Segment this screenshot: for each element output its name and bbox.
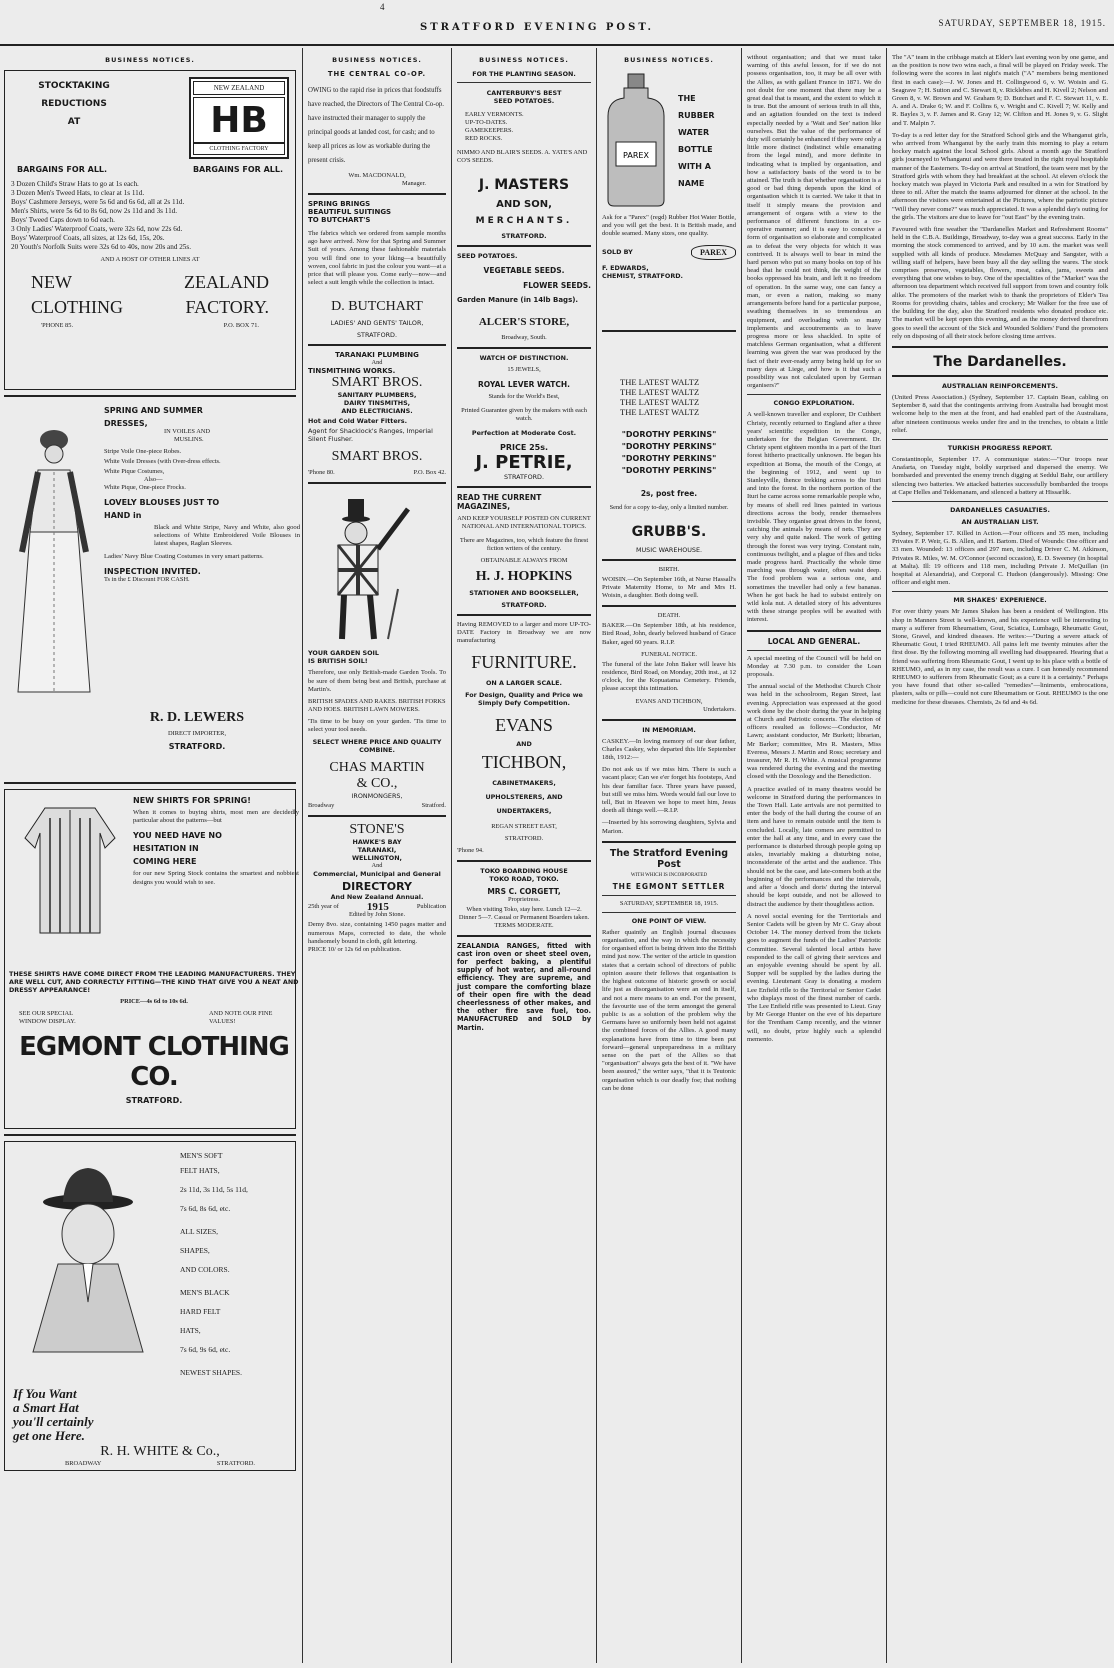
- ad-title: STONE'S: [349, 822, 405, 838]
- ad-text: IRONMONGERS,: [351, 792, 403, 801]
- ad-nz-clothing-factory: [4, 70, 296, 390]
- ad-heading: SPRING BRINGS: [308, 200, 371, 208]
- ad-title: H. J. HOPKINS: [475, 569, 573, 584]
- ad-text: STRATFORD.: [216, 1460, 255, 1467]
- phone-number: 'Phone 80.: [308, 469, 335, 477]
- ad-text: Broadway: [308, 802, 335, 810]
- ad-text: MUSLINS.: [174, 436, 204, 443]
- ad-title: & CO.,: [356, 776, 398, 792]
- section-header: BUSINESS NOTICES.: [479, 56, 569, 64]
- death-notice: BAKER.—On September 18th, at his residence, Bird Road, John, dearly beloved husband of Grace Baker, aged 60 years. R.I.P.: [602, 622, 736, 646]
- ad-text: F. EDWARDS,: [602, 263, 649, 272]
- price-line: Men's Shirts, were 5s 6d to 8s 6d, now 2s 11d and 3s 11d.: [11, 207, 178, 215]
- ad-text: STRATFORD.: [168, 742, 226, 751]
- ad-text: Therefore, use only British-made Garden Tools. To be sure of them being best and British, purchase at Martin's.: [308, 669, 446, 693]
- editorial-sub: WITH WHICH IS INCORPORATED: [630, 872, 708, 878]
- column-5: [743, 48, 885, 1663]
- ad-text: Manager.: [402, 180, 426, 187]
- ad-heading: SEED POTATOES.: [493, 97, 555, 105]
- ad-hj-hopkins: [457, 493, 591, 609]
- ad-text: AND COLORS.: [180, 1265, 230, 1274]
- undertaker-role: Undertakers.: [703, 705, 736, 713]
- ad-heading: WATCH OF DISTINCTION.: [479, 354, 569, 362]
- ad-text: BROADWAY: [65, 1460, 102, 1467]
- masthead-rule: [0, 44, 1114, 46]
- ad-title: MERCHANTS.: [475, 216, 573, 226]
- ad-text: DAIRY TINSMITHS,: [343, 399, 411, 408]
- ad-heading: TINSMITHING WORKS.: [308, 367, 396, 376]
- ad-heading: TOKO ROAD, TOKO.: [489, 874, 559, 883]
- ad-heading: THE LATEST WALTZ: [620, 396, 700, 407]
- price-line: Boys' Tweed Caps down to 6d each.: [11, 216, 115, 224]
- ad-heading: FLOWER SEEDS.: [523, 281, 591, 290]
- ad-toko-boarding: [457, 867, 591, 930]
- ad-heading: INSPECTION INVITED.: [104, 566, 201, 576]
- ad-j-masters: [457, 70, 591, 240]
- ad-price: PRICE 10/ or 12s 6d on publication.: [308, 946, 402, 954]
- ad-j-petrie: [457, 354, 591, 481]
- funeral-notice: The funeral of the late John Baker will leave his residence, Bird Road, on Monday, 20th inst., at 12 o'clock, for the Kopuatama Cemetery. Friends, please accept this intimation.: [602, 660, 736, 693]
- ad-price: 7s 6d, 9s 6d, etc.: [180, 1345, 231, 1354]
- ad-text: Black and White Stripe, Navy and White, also good selections of White Embroidered Voile Blouses in latest shapes, Raglan Sleeves.: [154, 524, 300, 548]
- ad-text: UPHOLSTERERS, AND: [485, 792, 563, 801]
- ad-heading: HESITATION IN: [133, 844, 199, 854]
- ad-title: J. MASTERS: [478, 177, 570, 193]
- logo-text: HB: [193, 97, 285, 143]
- ad-price: PRICE—4s 6d to 10s 6d.: [120, 998, 188, 1005]
- ad-text: Demy 8vo. size, containing 1450 pages matter and numerous Maps, corrected to date, the whole handsomely bound in cloth, gilt lettering.: [308, 921, 446, 945]
- birth-notice: WOISIN.—On September 16th, at Nurse Hassall's Private Maternity Home, to Mr and Mrs H. Woisin, a daughter. Both doing well.: [602, 575, 736, 600]
- section-header: BUSINESS NOTICES.: [332, 56, 422, 64]
- article-body: The "A" team in the cribbage match at Elder's last evening won by one game, and as the position is now two wins each, a final will be played on Friday week. The following were the scores in last night's match ("A" members being mentioned first in each case):—J. W. Jones and H. Collingwood 6, v. W. Woisin and G. Seagrave 7; H. Sutton and C. Stewart 8, v. Ricklebes and H. Kivell 2; Nelson and Green 8, v. W. Brown and W. Graham 9; D. Butchart and F. C. Stewart 11, v. E. A. and A. Drake 6; W. and F. Collins 6, v. Wright and C. Kivell 7; W. Kelly and R. Bayles 3, v. F. James and R. Gray 12; W. Clifton and H. Jones 9, v. G. Slight and T. Malpin 7.: [892, 54, 1108, 127]
- article-body: A practice availed of in many theatres would be welcome in Stratford during the performances in the Town Hall. Late arrivals are not permitted to enter the body of the hall during the course of an item and have to remain outside until the item is concluded. Locally, late comers are permitted to enter the hall at any time, and in every case the performance is disturbed through people going up aisles, invariably making a disturbing noise, inconsiderate of the artist and the audience. This should not be the case, and late-comers both at the beginning of the performances and the intervals, and after a 'dooch and doris' during the interval should be kept outside, and not be allowed to distract the audience by their thoughtless action.: [747, 785, 881, 908]
- undertaker-name: EVANS AND TICHBON,: [635, 697, 703, 705]
- phone-number: 'Phone 94.: [457, 846, 484, 854]
- ad-text: For Design, Quality and Price we Simply Defy Competition.: [465, 690, 583, 707]
- ad-heading: HAND in: [104, 511, 142, 520]
- shirt-illustration: [15, 798, 125, 938]
- notice-title: BIRTH.: [658, 565, 680, 573]
- editorial-masthead: [602, 848, 736, 913]
- section-header: BUSINESS NOTICES.: [624, 56, 714, 64]
- ad-text: CABINETMAKERS,: [492, 778, 556, 787]
- ad-alcer: [457, 252, 591, 342]
- phone-number: 'PHONE 85.: [41, 322, 74, 329]
- ad-heading: WATER: [678, 128, 710, 137]
- article-title: CONGO EXPLORATION.: [773, 399, 855, 408]
- ad-heading: CANTERBURY'S BEST: [486, 89, 562, 97]
- ad-price: 7s 6d, 8s 6d, etc.: [180, 1204, 231, 1213]
- article-body: The annual social of the Methodist Church Choir was held in the schoolroom, Regan Street, last evening. Appreciation was expressed at the good work done by the choir during the year in helping at Church and Patriotic concerts. The election of officers resulted as follows:—Conductor, Mr Lawn; assistant conductor, Mr Burkett; librarian, Mr Barker; committee, Mrs R. Masters, Miss Everess, Messrs J. Martin and Ross; secretary and treasurer, Mr R. H. White. A musical programme was rendered during the evening and the meeting closed with the Doxology and the Benediction.: [747, 683, 881, 781]
- list-item: GAMEKEEPERS.: [465, 127, 514, 134]
- ad-evans-tichbon: [457, 621, 591, 855]
- ad-heading: ROYAL LEVER WATCH.: [478, 380, 570, 389]
- ad-title: CHAS MARTIN: [329, 760, 425, 776]
- ad-text: STRATFORD.: [504, 834, 544, 842]
- column-rule: [886, 48, 887, 1663]
- issue-date: SATURDAY, SEPTEMBER 18, 1915.: [938, 18, 1106, 28]
- ad-text: CHEMIST, STRATFORD.: [602, 271, 683, 280]
- woman-illustration: [8, 412, 100, 702]
- ad-text: REGAN STREET EAST,: [491, 822, 557, 830]
- column-rule: [451, 48, 452, 1663]
- column-rule: [741, 48, 742, 1663]
- article-title: DARDANELLES CASUALTIES.: [950, 505, 1050, 514]
- article-body: without organisation; and that we must take warning of this awful lesson, for if we do not possess organisation, too, it may be all over with the Allies, as with gallant France in 1871. We do not doubt for one moment that there may be a great deal that is meant, and the extent to which it is true. But the amount of serious truth in all this, and an agitation founded on the text is indeed especially needed by a 'Wait and See' nation like ourselves. But the value of the performance of duty will certainly be enhanced if they were only a little more distinct (indistinct while emanating from the legal mind), and more definite in indicating what is implied by organisation, and how a satisfactory basis of the word is to be attained. The truth is that whether organisation is a good or bad thing depends upon the kind of organisation which it is carried. We take it that in itself it simply means the provision and arrangement of organs with a view to the performance of different functions in a co-operative manner; and it is easy to conceive a form of organisation so elaborate and complicated as to defeat the very objects for which it was contrived. It is always well to bear in mind the hard person who put so many books on top of his head that he could not think, the weight of the books oppressed his brain, and left it no freedom of operation. In the same way, one can fancy a man, or even a nation, making so many arrangements before hand for a particular purpose, swathing themselves in so tremendous an equipment, and overloading with so many implements and accoutrements as to leave progress more or less shackled. In spite of matchless German organisation, what a different learning was given the war was produced by the fact of their ever-ready army being held up for so many days at Liege, and how is it that such a possibility was not calculated upon by German organisers?": [747, 54, 881, 390]
- ad-slogan: If You Want: [13, 1386, 77, 1401]
- list-item: EARLY VERMONTS.: [465, 111, 524, 118]
- ad-text: Ask for a "Parex" (regd) Rubber Hot Water Bottle, and you will get the best. It is British made, and double seamed. Many sizes, one quality.: [602, 214, 736, 238]
- ad-price: PRICE 25s.: [499, 443, 549, 452]
- column-2: [304, 48, 450, 1663]
- ad-text: UNDERTAKERS,: [496, 806, 552, 815]
- ad-text: SEE OUR SPECIAL WINDOW DISPLAY.: [19, 1010, 76, 1025]
- ad-heading: VEGETABLE SEEDS.: [483, 266, 565, 275]
- ad-year: 1915: [366, 901, 389, 914]
- ad-title: R. D. LEWERS: [149, 710, 245, 725]
- ad-heading: STOCKTAKING: [38, 81, 110, 91]
- bottle-label: PAREX: [623, 151, 649, 160]
- ad-text: OBTAINABLE ALWAYS FROM: [480, 557, 568, 564]
- ad-heading: REDUCTIONS: [41, 99, 107, 109]
- ad-text: SOLD BY: [602, 248, 633, 257]
- article-body: Rather quaintly an English journal discusses organisation, and the way in which the necessity for organised effort is being driven into the British mind just now. The writer of the article in question states that a certain school of directors of public opinion assure their fellows that organisation is the highest outcome of historic growth or social life just as disorganisation were an end in itself, and not a mere means to an end. For the present, the favourite use of the term amongst the general public is as a solution of the problem why the Germans have so uniformly been held not against the combined forces of the Allies. A good many explanations have from time to time been put forward—general unpreparedness in a military sense on the part of the Allies so that "organisation" always gets the best of it. "We have been assured," the writer says, "that it is Teutonic organisation which is our deadly foe; that nothing can be done: [602, 928, 736, 1092]
- ad-stones-directory: [308, 822, 446, 954]
- ad-heading: YOUR GARDEN SOIL: [308, 649, 380, 658]
- ad-heading: COMING HERE: [133, 857, 197, 867]
- ad-smart-bros: [308, 351, 446, 477]
- ad-text: And: [371, 862, 383, 870]
- column-6: [888, 48, 1112, 1663]
- ad-heading: THE: [678, 94, 696, 103]
- ad-text: LADIES' AND GENTS' TAILOR,: [330, 319, 424, 328]
- ad-heading: THE LATEST WALTZ: [620, 406, 700, 417]
- masthead: [0, 0, 1114, 48]
- ad-text: HARD FELT: [180, 1307, 221, 1316]
- ad-text: Ts in the £ Discount FOR CASH.: [104, 575, 190, 583]
- ad-title: TICHBON,: [481, 751, 567, 772]
- ad-text: STRATFORD.: [501, 232, 547, 240]
- article-subtitle: AN AUSTRALIAN LIST.: [961, 517, 1039, 526]
- ad-heading: TO BUTCHART'S: [308, 216, 371, 224]
- ad-subheading: BARGAINS FOR ALL.: [192, 165, 283, 174]
- article-body: To-day is a red letter day for the Stratford School girls and the Whanganui girls, who arrived from Whanganui by the early train this morning to play a return hockey match against the local School girls. About a month ago the Stratford girls journeyed to Whanganui and were there treated in the right royal hospitable manner of the Easterners. To-day on arrival at Stratford, the team were met by the Stratford girls with whom they had breakfast at the school. At eleven o'clock the hockey match was played in Victoria Park and resulted in a win for Stratford by three to nil. After the match the teams adjourned for dinner at the school. In the afternoon the visitors were entertained at the Pictures, where the patriotic picture "Will they never come?" was much appreciated. It was a splendid day's outing for the girls. The visitors are due to leave for "out East" by the evening train.: [892, 131, 1108, 221]
- john-bull-illustration: [308, 489, 446, 649]
- bottle-illustration: [602, 70, 670, 208]
- ad-rh-white: [4, 1141, 296, 1471]
- ad-text: STRATFORD.: [356, 331, 398, 340]
- ad-text: AND KEEP YOURSELF POSTED ON CURRENT NATIONAL AND INTERNATIONAL TOPICS.: [457, 515, 591, 530]
- ad-heading: AT: [67, 117, 81, 127]
- ad-text: THESE SHIRTS HAVE COME DIRECT FROM THE LEADING MANUFACTURERS. THEY ARE WELL CUT, AND CORRECTLY FITTING—THE KIND THAT GIVE YOU A NEAT AND DRESSY APPEARANCE!: [9, 970, 299, 994]
- ad-text: AND NOTE OUR FINE VALUES!: [209, 1010, 273, 1025]
- column-4: [598, 48, 740, 1663]
- ad-chas-martin: [308, 489, 446, 810]
- ad-text: MEN'S BLACK: [180, 1288, 230, 1297]
- ad-heading: READ THE CURRENT: [457, 493, 542, 502]
- ad-text: AND ELECTRICIANS.: [341, 407, 413, 416]
- ad-text: IN VOILES AND: [164, 428, 211, 435]
- ad-text: BRITISH SPADES AND RAKES. BRITISH FORKS AND HOES. BRITISH LAWN MOWERS.: [308, 698, 446, 714]
- ad-text: AND A HOST OF OTHER LINES AT: [100, 256, 200, 263]
- article-title: TURKISH PROGRESS REPORT.: [947, 443, 1053, 452]
- ad-text: Broadway, South.: [501, 334, 547, 341]
- ad-signature: Wm. MACDONALD,: [348, 172, 406, 179]
- article-body: Constantinople, September 17. A communique states:—"Our troops near Anafarta, on Tuesday night, boldly surprised and dispersed the enemy. We bombarded and prevented the enemy trench digging at Seddul Bahr, our artillery silencing two batteries. We attacked batteries successfully bombarded the troops at Cape Helles and Tekkenanam, and silenced a battery at Hissarlik.: [892, 455, 1108, 496]
- ad-slogan: you'll certainly: [13, 1414, 94, 1429]
- ad-heading: FOR THE PLANTING SEASON.: [472, 70, 576, 78]
- ad-egmont-clothing: [4, 789, 299, 1129]
- ad-heading: RUBBER: [678, 111, 715, 120]
- ad-slogan: a Smart Hat: [13, 1400, 79, 1415]
- ad-heading: THE LATEST WALTZ: [620, 376, 700, 387]
- ad-heading: NEW SHIRTS FOR SPRING!: [133, 796, 251, 805]
- price-line: 20 Youth's Norfolk Suits were 32s 6d to 40s, now 20s and 25s.: [11, 243, 191, 251]
- ad-heading: NAME: [678, 179, 705, 188]
- article-body: (United Press Association.) (Sydney, September 17. Captain Bean, cabling on September 8, said that the contingents arriving from Australia had brought most welcome help to the men at the front, and had enabled part of the Australians, after nineteen continuous weeks under fire and in the trenches, to obtain a little relief.: [892, 393, 1108, 434]
- ad-text: STRATFORD.: [501, 601, 547, 609]
- ad-text: White Pique, One-piece Frocks.: [104, 484, 186, 491]
- section-title: The Dardanelles.: [933, 353, 1067, 370]
- ad-heading: YOU NEED HAVE NO: [133, 831, 222, 841]
- ad-zealandia-ranges: ZEALANDIA RANGES, fitted with cast iron oven or sheet steel oven, for perfect baking, a plentiful supply of hot water, and all-round efficiency. They are supreme, and just compare the comforting blaze of their open fire with the dead cheerlessness of other makes, and the other fire save fuel, too. MANUFACTURED and SOLD by Martin.: [457, 941, 591, 1032]
- ad-title: EGMONT CLOTHING CO.: [19, 1032, 289, 1092]
- ad-text: HATS,: [180, 1326, 201, 1335]
- ad-central-coop: [308, 70, 446, 188]
- article-body: Sydney, September 17. Killed in Action.—Four officers and 35 men, including Privates F. P. Weir, G. B. Allen, and H. Bartom. Died of Wounds: One officer and 33 men. Wounded: 13 officers and 297 men, including Driver C. M. Atkinson, Privates R. Miles, W. M. O'Connor (second occasion), E. D. Sweeney (in hospital at Malta). Ill: 19 officers and 118 men, including Private J. McQuillan (in hospital at Alexandria), and Corporal C. Hudson (dangerously). Missing: One officer and eight men.: [892, 529, 1108, 587]
- ad-text: STRATFORD.: [503, 473, 545, 481]
- ad-title: "DOROTHY PERKINS": [621, 441, 717, 451]
- column-1: [0, 48, 300, 1663]
- ad-lewers: [4, 402, 300, 777]
- ad-subheading: BARGAINS FOR ALL.: [17, 165, 108, 174]
- ad-title: "DOROTHY PERKINS": [621, 465, 717, 475]
- ad-text: NEWEST SHAPES.: [180, 1368, 242, 1377]
- ad-text: for our new Spring Stock contains the smartest and nobbiest designs you would wish to see.: [133, 870, 299, 886]
- list-item: RED ROCKS.: [465, 135, 503, 142]
- ad-text: MEN'S SOFT: [180, 1151, 223, 1160]
- price-line: 3 Dozen Child's Straw Hats to go at 1s each.: [11, 180, 139, 188]
- section-title: LOCAL AND GENERAL.: [767, 636, 861, 646]
- ad-text: Proprietress.: [507, 895, 541, 903]
- newspaper-title: STRATFORD EVENING POST.: [420, 22, 654, 33]
- article-body: A well-known traveller and explorer, Dr Cuthbert Christy, recently returned to England after a three years' scientific expedition in the Congo, undertaken for the Belgian Government. Dr. Christy spent eighteen months in a part of the Ituri forest hitherto practically unknown. He began his expedition at Boma, the mouth of the Congo, at the beginning of 1912, and went up to Stanleyville, thence trekking across to the Ituri and into the forest. In the northern portion of the Ituri he came across some remarkable people who, by means of shell red lines painted in various directions across the body, render themselves invisible. They organise great drives in the forest, catching the animals by means of nets. They are very shy and quite naked. The work of getting through the forest was very trying. Constant rain, continuous twilight, and a plague of flies and ticks made progress hard. Practically the whole time marching was through water, often waist deep. The food problem was a serious one, and sometimes the traveller had only a few bananas. When he got back he had to subsist entirely on wild kola nut. A detailed story of his adventures with these strange peoples will be awaited with interest.: [747, 411, 881, 624]
- ad-title: CLOTHING: [31, 297, 123, 317]
- list-item: UP-TO-DATES.: [465, 119, 508, 126]
- ad-title: SMART BROS.: [331, 449, 423, 465]
- ad-text: ALL SIZES,: [180, 1227, 219, 1236]
- article-title: AUSTRALIAN REINFORCEMENTS.: [942, 381, 1058, 390]
- price-line: 3 Only Ladies' Waterproof Coats, were 32s 6d, now 22s 6d.: [11, 225, 183, 233]
- logo-text: CLOTHING FACTORY: [193, 143, 285, 155]
- ad-text: Agent for Shacklock's Ranges, Imperial Silent Flusher.: [308, 427, 433, 444]
- ad-text: Having REMOVED to a larger and more UP-TO-DATE Factory in Broadway we are now manufacturing: [457, 621, 591, 645]
- ad-title: AND SON,: [496, 199, 552, 210]
- ad-text: Publication: [416, 903, 446, 911]
- ad-butchart: [308, 200, 446, 339]
- ad-heading: MAGAZINES,: [457, 502, 511, 511]
- ad-text: Commercial, Municipal and General: [313, 870, 441, 879]
- ad-text: Ladies' Navy Blue Coating Costumes in very smart patterns.: [104, 552, 264, 560]
- ad-text: 15 JEWELS,: [507, 366, 541, 373]
- ad-price: 2s, post free.: [640, 488, 698, 498]
- man-hat-illustration: [13, 1152, 163, 1402]
- ad-price-list: [11, 180, 289, 252]
- ad-text: AND: [516, 739, 532, 748]
- ad-title: "DOROTHY PERKINS": [621, 429, 717, 439]
- ad-heading: TARANAKI PLUMBING: [335, 351, 419, 360]
- po-box: P.O. Box 42.: [413, 469, 446, 477]
- ad-text: TARANAKI,: [357, 846, 397, 855]
- ad-title: J. PETRIE,: [475, 452, 573, 473]
- article-body: Favoured with fine weather the "Dardanelles Market and Refreshment Rooms" held in the C.B.A. Buildings, Broadway, to-day was a great success. Early in the morning the stock commenced to arrived, and by 10 a.m. the market was well supplied with all kinds of produce. Mesdames McQuay and Sangster, with a willing staff of helpers, have been busy all the day selling the wares. The stock comprises preserves, vegetables, flowers, meat, cakes, jams, sweets and everything that one wishes to buy. One of the specialities of the "Market" was the afternoon tea department which received full support from town and country folk alike. The promoters of the market wish to thank the proprietors of Elder's Tea Rooms for providing chairs, tables and crockery; Mr Walker for the free use of the building for the day, also the Stratford residents who donated produce etc. The market will be kept open this evening, and as the money derived therefrom goes to swell the account of the Sick and Wounded Soldiers' Fund the promoters rely on disposing of all their stock before closing time arrives.: [892, 226, 1108, 340]
- ad-text: ON A LARGER SCALE.: [486, 678, 562, 687]
- ad-heading: WITH A: [678, 162, 711, 171]
- ad-title: ZEALAND: [184, 272, 269, 292]
- notice-title: IN MEMORIAM.: [642, 725, 696, 734]
- ad-text: SHAPES,: [180, 1246, 210, 1255]
- ad-text: FELT HATS,: [180, 1166, 220, 1175]
- ad-price: 2s 11d, 3s 11d, 5s 11d,: [180, 1185, 248, 1194]
- ad-heading: Garden Manure (in 14lb Bags).: [457, 296, 579, 304]
- ad-text: SANITARY PLUMBERS,: [337, 391, 417, 400]
- ad-title: ALCER'S STORE,: [478, 316, 570, 328]
- article-title: MR SHAKES' EXPERIENCE.: [953, 596, 1047, 605]
- ad-heading: LOVELY BLOUSES JUST TO: [104, 498, 220, 507]
- article-body: A novel social evening for the Territorials and Senior Cadets will be given by Mr C. Gray about October 14. The money derived from the tickets goes to augment the funds of the Ladies' Patriotic Committee. Several talented local artists have responded to the call of giving their services and an enjoyable evening should be spent by all. Supper will be supplied by the ladies during the evening. Lieutenant Gray is donating a modern Lee Enfield rifle to the Territorial or Senior Cadet who displays most of the finest number of cards. The Lee Enfield rifle was presented to Lieut. Gray by Mr George Hunter on the eve of his departure for the Trentham Camp recently, and the winner will, no doubt, prize highly such a splendid memento.: [747, 912, 881, 1043]
- ad-text: Stripe Voile One-piece Robes.: [104, 448, 182, 455]
- ad-text: NIMMO AND BLAIR'S SEEDS. A. YATE'S AND CO'S SEEDS.: [457, 149, 588, 164]
- ad-title: R. H. WHITE & Co.,: [100, 1444, 220, 1459]
- ad-text: DIRECT IMPORTER,: [167, 730, 227, 737]
- ad-text: Stratford.: [421, 802, 446, 810]
- ad-text: When visiting Toko, stay here. Lunch 12—2. Dinner 5—7. Casual or Permanent Boarders taken. TERMS MODERATE.: [458, 905, 590, 929]
- ad-heading: TOKO BOARDING HOUSE: [480, 866, 568, 875]
- notice-title: DEATH.: [657, 612, 681, 620]
- ad-heading: BOTTLE: [678, 145, 713, 154]
- ad-text: MUSIC WAREHOUSE.: [635, 545, 703, 554]
- memoriam-notice: CASKEY.—In loving memory of our dear father, Charles Caskey, who departed this life September 18th, 1912:—: [602, 737, 736, 762]
- editorial-title: The Stratford Evening Post: [609, 847, 729, 870]
- ad-text: Also—: [144, 476, 163, 483]
- ad-text: Send for a copy to-day, only a limited number.: [609, 503, 729, 511]
- ad-heading: THE CENTRAL CO-OP.: [327, 70, 427, 78]
- ad-text: STRATFORD.: [125, 1096, 183, 1105]
- article-body: For over thirty years Mr James Shakes has been a resident of Wellington. His shop in Manners Street is well-known, and his experience will be interesting to many a sufferer from Rheumatism, Gout, Sciatica, Lumbago, Rheumatic Gout, Stone, Gravel, and kindred diseases. He writes:—"During a severe attack of Rheumatic Gout, I tried RHEUMO. All pains left me twenty minutes after the first dose. By the following morning all swelling had disappeared. Hearing that a friend was suffering from Rheumatic Gout, I went up to his place with a bottle of RHEUMO, and, as in my case, the result was a cure. I can honestly recommend RHEUMO to sufferers from Rheumatic Gout; as a cure it is a certainty." Perhaps you have found that other so-called "remedies"—liniments, embrocations, plasters, salts or pills—could not cure Rheumatism or Gout. RHEUMO is the one medicine for these diseases. Chemists, 2s 6d and 4s 6d.: [892, 608, 1108, 706]
- section-header: BUSINESS NOTICES.: [105, 56, 195, 64]
- ad-title: GRUBB'S.: [631, 523, 707, 540]
- ad-title: FACTORY.: [185, 297, 269, 317]
- ad-heading: IS BRITISH SOIL!: [308, 657, 368, 666]
- ad-text: And: [371, 359, 383, 367]
- ad-title: FURNITURE.: [471, 651, 577, 672]
- ad-text: STATIONER AND BOOKSELLER,: [469, 589, 579, 597]
- ad-heading: SEED POTATOES.: [457, 252, 518, 260]
- ad-text: There are Magazines, too, which feature the finest fiction writers of the century.: [459, 537, 589, 552]
- price-line: 3 Dozen Men's Tweed Hats, to clear at 1s 11d.: [11, 189, 145, 197]
- ad-heading: THE LATEST WALTZ: [620, 386, 700, 397]
- ad-title: SMART BROS.: [331, 375, 423, 391]
- ad-text: Stands for the World's Best,: [488, 393, 560, 400]
- ad-text: White Voile Dresses (with Over-dress effects.: [104, 458, 221, 465]
- ad-title: MRS C. CORGETT,: [487, 886, 561, 896]
- ad-heading: DRESSES,: [104, 419, 148, 428]
- column-rule: [596, 48, 597, 1663]
- page-number: 4: [380, 2, 385, 12]
- ad-title: D. BUTCHART: [331, 299, 423, 315]
- ad-title: EVANS: [495, 714, 553, 735]
- memoriam-verse: Do not ask us if we miss him. There is such a vacant place; Can we e'er forget his footsteps, And his dear familiar face. Three years have passed, but still we miss him. Words would fail our love to tell, But in Heaven we hope to meet him, Jesus doeth all things well.—R.I.P.: [602, 766, 736, 815]
- ad-grubbs: [602, 337, 736, 554]
- po-box: P.O. BOX 71.: [223, 322, 259, 329]
- editorial-date: SATURDAY, SEPTEMBER 18, 1915.: [619, 899, 719, 907]
- ad-text: 25th year of: [308, 903, 339, 911]
- ad-title: DIRECTORY: [342, 880, 412, 894]
- column-rule: [302, 48, 303, 1663]
- ad-text: HAWKE'S BAY: [352, 838, 402, 847]
- memoriam-signature: —Inserted by his sorrowing daughters, Sylvia and Marion.: [602, 819, 736, 835]
- ad-text: And New Zealand Annual.: [330, 893, 424, 902]
- price-line: Boys' Cashmere Jerseys, were 5s 6d and 6s 6d, all at 2s 11d.: [11, 198, 185, 206]
- ad-text: White Pique Costumes,: [104, 468, 165, 475]
- ad-text: OWING to the rapid rise in prices that foodstuffs have reached, the Directors of The Central Co-op. have instructed their manager to supply the principal goods at landed cost, for cash; and to keep all prices as low as workable during the present crisis.: [308, 87, 444, 164]
- price-line: Boys' Waterproof Coats, all sizes, at 12s 6d, 15s, 20s.: [11, 234, 165, 242]
- notice-title: FUNERAL NOTICE.: [641, 650, 697, 658]
- ad-heading: BEAUTIFUL SUITINGS: [308, 208, 392, 216]
- hb-logo: [189, 77, 289, 159]
- ad-text: 'Tis time to be busy on your garden. 'Tis time to select your tool needs.: [308, 718, 446, 734]
- ad-heading: SPRING AND SUMMER: [104, 406, 203, 415]
- ad-title: NEW: [31, 272, 72, 292]
- ad-text: WELLINGTON,: [352, 854, 402, 863]
- ad-text: Hot and Cold Water Fitters.: [308, 417, 408, 426]
- column-3: [453, 48, 595, 1663]
- ad-text: The fabrics which we ordered from sample months ago have arrived. Now for that Spring and Summer Suit of yours. Among these fashionable materials you will find one to your liking—a beautifully woven, cool fabric in just the colour you want—at a price that will please you. Come early—now—and select a suit length while the collection is intact.: [308, 230, 446, 287]
- ad-title: "DOROTHY PERKINS": [621, 453, 717, 463]
- ad-parex: [602, 70, 736, 280]
- article-title: ONE POINT OF VIEW.: [631, 916, 707, 925]
- article-body: A special meeting of the Council will be held on Monday at 7.30 p.m. to consider the Loan proposals.: [747, 654, 881, 679]
- ad-text: Edited by John Stone.: [348, 911, 406, 919]
- ad-text: SELECT WHERE PRICE AND QUALITY COMBINE.: [312, 738, 442, 755]
- ad-text: Perfection at Moderate Cost.: [471, 429, 577, 437]
- ad-slogan: get one Here.: [13, 1428, 85, 1443]
- ad-text: When it comes to buying shirts, most men are decidedly particular about the patterns—but: [133, 809, 299, 825]
- parex-logo: PAREX: [691, 245, 736, 260]
- editorial-sub: THE EGMONT SETTLER: [612, 881, 726, 891]
- ad-text: Printed Guarantee given by the makers with each watch.: [461, 407, 587, 422]
- logo-text: NEW ZEALAND: [193, 81, 285, 95]
